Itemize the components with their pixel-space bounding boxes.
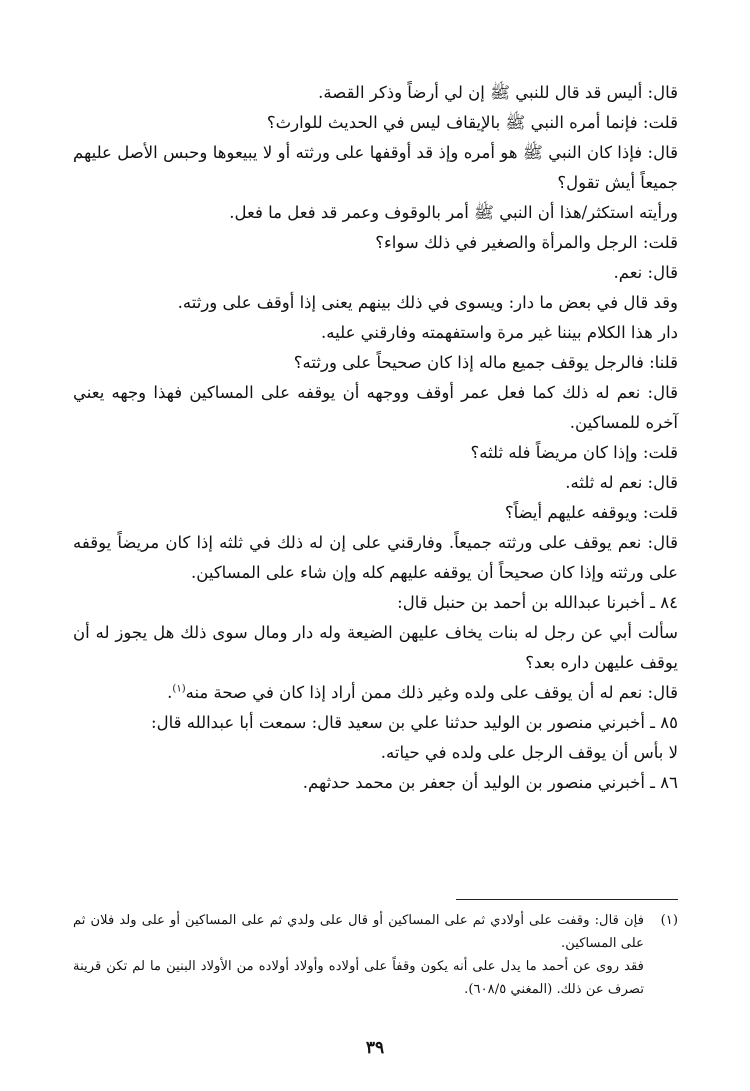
- paragraph-9: قلنا: فالرجل يوقف جميع ماله إذا كان صحيحاً على ورثته؟: [293, 353, 678, 372]
- footnote-1: [73, 909, 678, 955]
- paragraph-17-text: قال: نعم له أن يوقف على ولده وغير ذلك ممن أراد إذا كان في صحة منه: [185, 683, 678, 702]
- paragraph-19: لا بأس أن يوقف الرجل على ولده في حياته.: [380, 743, 678, 762]
- paragraph-11: قلت: وإذا كان مريضاً فله ثلثه؟: [470, 443, 678, 462]
- main-text: [73, 78, 678, 798]
- footnote-divider: [456, 899, 678, 900]
- paragraph-2: قلت: فإنما أمره النبي ﷺ بالإيقاف ليس في الحديث للوارث؟: [266, 113, 678, 132]
- paragraph-8: دار هذا الكلام بيننا غير مرة واستفهمته وفارقني عليه.: [321, 323, 678, 342]
- footnote-reference[interactable]: (١): [172, 683, 186, 695]
- footnote-number: (١): [660, 913, 678, 928]
- paragraph-4: ورأيته استكثر/هذا أن النبي ﷺ أمر بالوقوف وعمر قد فعل ما فعل.: [229, 203, 678, 222]
- period: .: [167, 683, 173, 702]
- paragraph-7: وقد قال في بعض ما دار: ويسوى في ذلك بينهم يعنى إذا أوقف على ورثته.: [177, 293, 678, 312]
- paragraph-20: ٨٦ ـ أخبرني منصور بن الوليد أن جعفر بن محمد حدثهم.: [302, 773, 678, 792]
- footnote-1-text: فإن قال: وقفت على أولادي ثم على المساكين أو قال على ولدي ثم على المساكين أو على ولد فلان ثم على المساكين.: [73, 913, 644, 951]
- paragraph-15: ٨٤ ـ أخبرنا عبدالله بن أحمد بن حنبل قال:: [397, 593, 678, 612]
- paragraph-12: قال: نعم له ثلثه.: [565, 473, 678, 492]
- paragraph-10: قال: نعم له ذلك كما فعل عمر أوقف ووجهه أن يوقفه على المساكين فهذا وجهه يعني آخره للمساكين.: [73, 383, 678, 432]
- paragraph-1: قال: أليس قد قال للنبي ﷺ إن لي أرضاً وذكر القصة.: [318, 83, 678, 102]
- paragraph-3: قال: فإذا كان النبي ﷺ هو أمره وإذ قد أوقفها على ورثته أو لا يبيعوها وحبس الأصل عليهم جميعاً أيش تقول؟: [73, 143, 678, 192]
- paragraph-13: قلت: ويوقفه عليهم أيضاً؟: [504, 503, 678, 522]
- footnotes: [73, 909, 678, 1001]
- paragraph-14: قال: نعم يوقف على ورثته جميعاً. وفارقني على إن له ذلك في ثلثه إذا كان مريضاً يوقفه على ورثته وإذا كان صحيحاً أن يوقفه عليهم كله وإن شاء على المساكين.: [73, 533, 678, 582]
- footnote-1-continuation: فقد روى عن أحمد ما يدل على أنه يكون وقفاً على أولاده وأولاد أولاده من الأولاد البنين ما لم تكن قرينة تصرف عن ذلك. (المغني ٦٠٨/٥).: [73, 959, 644, 997]
- page-number: ٣٩: [365, 1038, 385, 1058]
- paragraph-6: قال: نعم.: [613, 263, 678, 282]
- paragraph-17: [73, 678, 678, 708]
- paragraph-18: ٨٥ ـ أخبرني منصور بن الوليد حدثنا علي بن سعيد قال: سمعت أبا عبدالله قال:: [151, 713, 678, 732]
- paragraph-5: قلت: الرجل والمرأة والصغير في ذلك سواء؟: [375, 233, 678, 252]
- paragraph-16: سألت أبي عن رجل له بنات يخاف عليهن الضيعة وله دار ومال سوى ذلك هل يجوز له أن يوقف عليهن داره بعد؟: [73, 623, 678, 672]
